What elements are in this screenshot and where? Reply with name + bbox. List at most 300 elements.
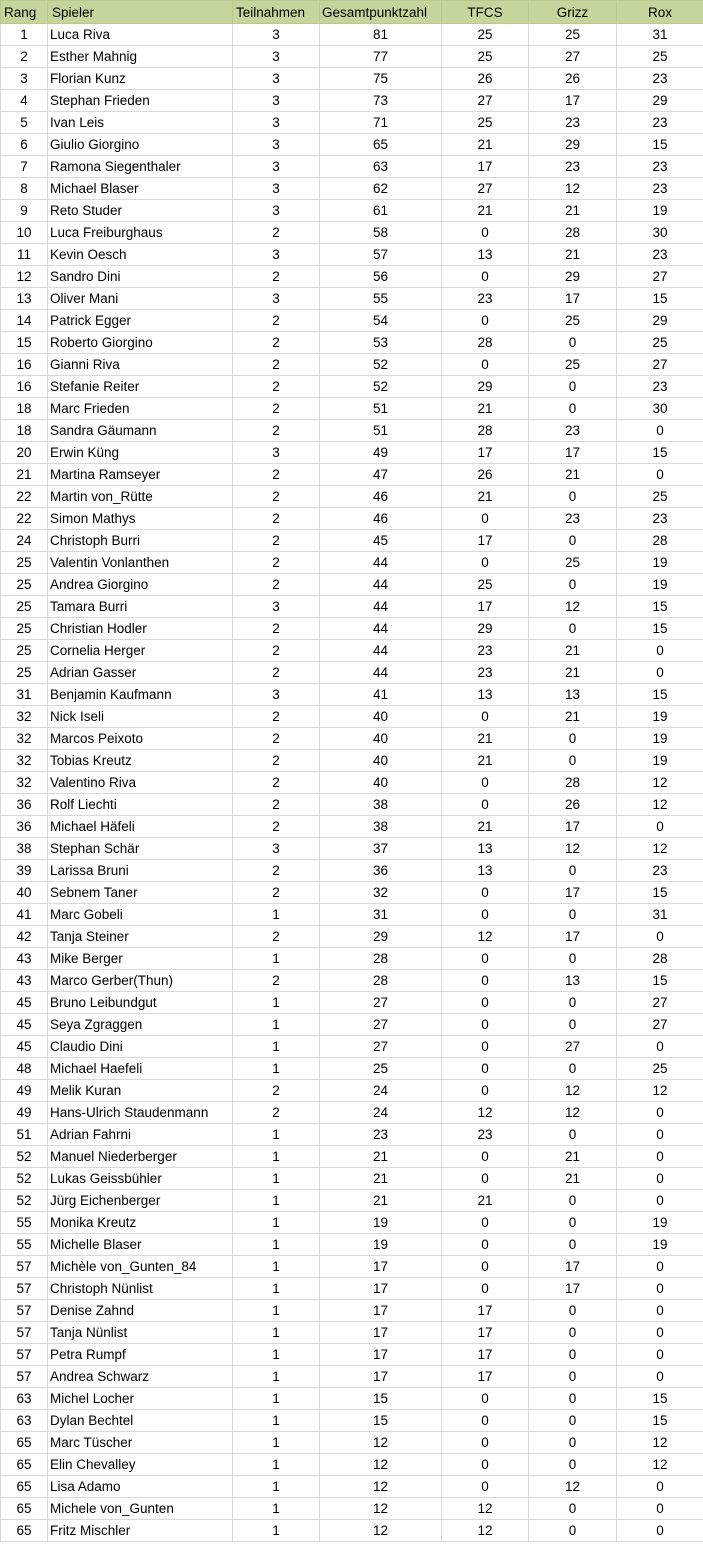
cell-teilnahmen: 2 xyxy=(233,618,320,640)
cell-tfcs: 26 xyxy=(442,464,529,486)
cell-gesamtpunktzahl: 51 xyxy=(320,420,442,442)
cell-rox: 30 xyxy=(617,398,703,420)
cell-gesamtpunktzahl: 65 xyxy=(320,134,442,156)
cell-rang: 11 xyxy=(1,244,48,266)
cell-grizz: 12 xyxy=(529,1102,617,1124)
cell-rox: 15 xyxy=(617,596,703,618)
table-row xyxy=(1,1410,703,1432)
cell-spieler: Valentino Riva xyxy=(48,772,233,794)
cell-tfcs: 26 xyxy=(442,68,529,90)
cell-grizz: 25 xyxy=(529,552,617,574)
cell-grizz: 17 xyxy=(529,288,617,310)
cell-rang: 16 xyxy=(1,354,48,376)
cell-spieler: Michael Blaser xyxy=(48,178,233,200)
table-row xyxy=(1,1388,703,1410)
cell-rox: 0 xyxy=(617,1322,703,1344)
cell-teilnahmen: 2 xyxy=(233,1102,320,1124)
cell-spieler: Giulio Giorgino xyxy=(48,134,233,156)
cell-rang: 25 xyxy=(1,618,48,640)
cell-grizz: 21 xyxy=(529,1146,617,1168)
cell-tfcs: 0 xyxy=(442,772,529,794)
cell-rang: 5 xyxy=(1,112,48,134)
cell-teilnahmen: 2 xyxy=(233,486,320,508)
cell-gesamtpunktzahl: 61 xyxy=(320,200,442,222)
cell-rox: 15 xyxy=(617,1388,703,1410)
cell-rox: 12 xyxy=(617,838,703,860)
cell-spieler: Andrea Schwarz xyxy=(48,1366,233,1388)
cell-gesamtpunktzahl: 44 xyxy=(320,596,442,618)
cell-spieler: Stephan Frieden xyxy=(48,90,233,112)
table-row xyxy=(1,68,703,90)
cell-grizz: 21 xyxy=(529,200,617,222)
cell-rox: 25 xyxy=(617,332,703,354)
cell-rox: 15 xyxy=(617,684,703,706)
table-row xyxy=(1,838,703,860)
cell-grizz: 0 xyxy=(529,486,617,508)
cell-gesamtpunktzahl: 57 xyxy=(320,244,442,266)
cell-tfcs: 0 xyxy=(442,948,529,970)
cell-spieler: Michelle Blaser xyxy=(48,1234,233,1256)
cell-rox: 0 xyxy=(617,1102,703,1124)
cell-rox: 27 xyxy=(617,266,703,288)
cell-teilnahmen: 3 xyxy=(233,288,320,310)
cell-tfcs: 0 xyxy=(442,794,529,816)
cell-teilnahmen: 1 xyxy=(233,1410,320,1432)
cell-spieler: Lisa Adamo xyxy=(48,1476,233,1498)
cell-gesamtpunktzahl: 44 xyxy=(320,574,442,596)
cell-spieler: Valentin Vonlanthen xyxy=(48,552,233,574)
cell-teilnahmen: 3 xyxy=(233,156,320,178)
table-row xyxy=(1,1102,703,1124)
cell-teilnahmen: 2 xyxy=(233,640,320,662)
cell-tfcs: 0 xyxy=(442,1036,529,1058)
cell-rox: 19 xyxy=(617,750,703,772)
cell-spieler: Tobias Kreutz xyxy=(48,750,233,772)
cell-spieler: Michèle von_Gunten_84 xyxy=(48,1256,233,1278)
cell-tfcs: 21 xyxy=(442,728,529,750)
cell-rang: 65 xyxy=(1,1432,48,1454)
cell-spieler: Stephan Schär xyxy=(48,838,233,860)
table-row xyxy=(1,486,703,508)
cell-tfcs: 0 xyxy=(442,1080,529,1102)
cell-rox: 19 xyxy=(617,1234,703,1256)
cell-teilnahmen: 1 xyxy=(233,1212,320,1234)
cell-spieler: Roberto Giorgino xyxy=(48,332,233,354)
cell-rox: 0 xyxy=(617,662,703,684)
cell-gesamtpunktzahl: 17 xyxy=(320,1278,442,1300)
cell-grizz: 0 xyxy=(529,1366,617,1388)
cell-rang: 36 xyxy=(1,816,48,838)
cell-tfcs: 0 xyxy=(442,904,529,926)
cell-tfcs: 13 xyxy=(442,684,529,706)
cell-rox: 12 xyxy=(617,1454,703,1476)
table-row xyxy=(1,794,703,816)
cell-gesamtpunktzahl: 24 xyxy=(320,1080,442,1102)
header-row xyxy=(1,1,703,24)
cell-rox: 0 xyxy=(617,1190,703,1212)
table-row xyxy=(1,1190,703,1212)
cell-gesamtpunktzahl: 17 xyxy=(320,1300,442,1322)
cell-gesamtpunktzahl: 21 xyxy=(320,1190,442,1212)
cell-rang: 14 xyxy=(1,310,48,332)
cell-teilnahmen: 1 xyxy=(233,1124,320,1146)
cell-rang: 45 xyxy=(1,992,48,1014)
cell-spieler: Reto Studer xyxy=(48,200,233,222)
cell-grizz: 0 xyxy=(529,618,617,640)
cell-gesamtpunktzahl: 31 xyxy=(320,904,442,926)
cell-tfcs: 12 xyxy=(442,1520,529,1542)
cell-grizz: 12 xyxy=(529,596,617,618)
table-row xyxy=(1,24,703,46)
cell-tfcs: 21 xyxy=(442,1190,529,1212)
cell-rang: 3 xyxy=(1,68,48,90)
cell-spieler: Bruno Leibundgut xyxy=(48,992,233,1014)
cell-teilnahmen: 2 xyxy=(233,860,320,882)
cell-tfcs: 25 xyxy=(442,574,529,596)
cell-grizz: 0 xyxy=(529,574,617,596)
cell-spieler: Luca Riva xyxy=(48,24,233,46)
cell-grizz: 0 xyxy=(529,1344,617,1366)
cell-tfcs: 0 xyxy=(442,992,529,1014)
cell-grizz: 25 xyxy=(529,354,617,376)
cell-spieler: Sandro Dini xyxy=(48,266,233,288)
cell-rang: 22 xyxy=(1,508,48,530)
cell-spieler: Sebnem Taner xyxy=(48,882,233,904)
cell-rang: 25 xyxy=(1,552,48,574)
cell-spieler: Marc Gobeli xyxy=(48,904,233,926)
table-row xyxy=(1,772,703,794)
cell-spieler: Marc Tüscher xyxy=(48,1432,233,1454)
cell-grizz: 0 xyxy=(529,530,617,552)
cell-rox: 0 xyxy=(617,640,703,662)
cell-teilnahmen: 2 xyxy=(233,332,320,354)
cell-gesamtpunktzahl: 52 xyxy=(320,376,442,398)
cell-spieler: Lukas Geissbühler xyxy=(48,1168,233,1190)
cell-rox: 12 xyxy=(617,772,703,794)
cell-spieler: Christoph Nünlist xyxy=(48,1278,233,1300)
cell-tfcs: 0 xyxy=(442,1410,529,1432)
cell-tfcs: 12 xyxy=(442,926,529,948)
cell-rox: 0 xyxy=(617,926,703,948)
cell-grizz: 26 xyxy=(529,68,617,90)
cell-rox: 15 xyxy=(617,442,703,464)
cell-grizz: 17 xyxy=(529,816,617,838)
cell-tfcs: 0 xyxy=(442,1454,529,1476)
cell-teilnahmen: 1 xyxy=(233,1520,320,1542)
cell-teilnahmen: 1 xyxy=(233,1476,320,1498)
cell-spieler: Gianni Riva xyxy=(48,354,233,376)
table-row xyxy=(1,1256,703,1278)
cell-teilnahmen: 2 xyxy=(233,750,320,772)
cell-tfcs: 17 xyxy=(442,442,529,464)
table-row xyxy=(1,1124,703,1146)
table-row xyxy=(1,684,703,706)
cell-rox: 23 xyxy=(617,244,703,266)
table-row xyxy=(1,882,703,904)
cell-gesamtpunktzahl: 49 xyxy=(320,442,442,464)
cell-spieler: Elin Chevalley xyxy=(48,1454,233,1476)
cell-spieler: Cornelia Herger xyxy=(48,640,233,662)
cell-rang: 42 xyxy=(1,926,48,948)
table-row xyxy=(1,508,703,530)
cell-rang: 57 xyxy=(1,1366,48,1388)
cell-teilnahmen: 1 xyxy=(233,904,320,926)
cell-teilnahmen: 1 xyxy=(233,1256,320,1278)
cell-gesamtpunktzahl: 62 xyxy=(320,178,442,200)
cell-rox: 0 xyxy=(617,1498,703,1520)
cell-spieler: Marc Frieden xyxy=(48,398,233,420)
cell-tfcs: 21 xyxy=(442,750,529,772)
header-spieler: Spieler xyxy=(48,1,233,24)
cell-rang: 16 xyxy=(1,376,48,398)
cell-rang: 52 xyxy=(1,1146,48,1168)
cell-gesamtpunktzahl: 28 xyxy=(320,970,442,992)
header-tfcs: TFCS xyxy=(442,1,529,24)
cell-gesamtpunktzahl: 28 xyxy=(320,948,442,970)
cell-rox: 28 xyxy=(617,948,703,970)
table-row xyxy=(1,1168,703,1190)
cell-gesamtpunktzahl: 52 xyxy=(320,354,442,376)
cell-grizz: 0 xyxy=(529,376,617,398)
cell-tfcs: 0 xyxy=(442,222,529,244)
cell-teilnahmen: 3 xyxy=(233,112,320,134)
cell-teilnahmen: 2 xyxy=(233,354,320,376)
cell-tfcs: 0 xyxy=(442,508,529,530)
cell-grizz: 29 xyxy=(529,134,617,156)
cell-rox: 31 xyxy=(617,904,703,926)
cell-tfcs: 0 xyxy=(442,552,529,574)
cell-rox: 19 xyxy=(617,706,703,728)
cell-rang: 41 xyxy=(1,904,48,926)
cell-spieler: Larissa Bruni xyxy=(48,860,233,882)
table-row xyxy=(1,574,703,596)
cell-teilnahmen: 2 xyxy=(233,310,320,332)
cell-teilnahmen: 1 xyxy=(233,1498,320,1520)
cell-rang: 21 xyxy=(1,464,48,486)
cell-gesamtpunktzahl: 40 xyxy=(320,772,442,794)
table-row xyxy=(1,1234,703,1256)
cell-gesamtpunktzahl: 21 xyxy=(320,1168,442,1190)
cell-grizz: 13 xyxy=(529,970,617,992)
cell-gesamtpunktzahl: 40 xyxy=(320,750,442,772)
cell-gesamtpunktzahl: 58 xyxy=(320,222,442,244)
cell-grizz: 21 xyxy=(529,464,617,486)
cell-rox: 23 xyxy=(617,68,703,90)
table-row xyxy=(1,376,703,398)
cell-rox: 23 xyxy=(617,112,703,134)
cell-teilnahmen: 3 xyxy=(233,178,320,200)
cell-tfcs: 17 xyxy=(442,530,529,552)
cell-rox: 0 xyxy=(617,1300,703,1322)
cell-gesamtpunktzahl: 36 xyxy=(320,860,442,882)
cell-tfcs: 25 xyxy=(442,24,529,46)
cell-grizz: 21 xyxy=(529,706,617,728)
cell-spieler: Christoph Burri xyxy=(48,530,233,552)
cell-grizz: 0 xyxy=(529,398,617,420)
cell-grizz: 0 xyxy=(529,992,617,1014)
cell-gesamtpunktzahl: 19 xyxy=(320,1212,442,1234)
table-row xyxy=(1,46,703,68)
cell-tfcs: 0 xyxy=(442,1146,529,1168)
cell-gesamtpunktzahl: 12 xyxy=(320,1498,442,1520)
cell-rang: 4 xyxy=(1,90,48,112)
cell-tfcs: 21 xyxy=(442,486,529,508)
cell-grizz: 17 xyxy=(529,1256,617,1278)
cell-tfcs: 0 xyxy=(442,882,529,904)
cell-teilnahmen: 1 xyxy=(233,1014,320,1036)
table-row xyxy=(1,266,703,288)
cell-teilnahmen: 2 xyxy=(233,530,320,552)
cell-teilnahmen: 1 xyxy=(233,1454,320,1476)
cell-rox: 15 xyxy=(617,134,703,156)
cell-rang: 2 xyxy=(1,46,48,68)
table-row xyxy=(1,816,703,838)
cell-gesamtpunktzahl: 27 xyxy=(320,1014,442,1036)
cell-grizz: 12 xyxy=(529,1080,617,1102)
cell-tfcs: 28 xyxy=(442,420,529,442)
cell-grizz: 12 xyxy=(529,838,617,860)
table-row xyxy=(1,156,703,178)
cell-tfcs: 23 xyxy=(442,288,529,310)
cell-grizz: 23 xyxy=(529,420,617,442)
cell-rox: 23 xyxy=(617,376,703,398)
cell-gesamtpunktzahl: 53 xyxy=(320,332,442,354)
cell-grizz: 0 xyxy=(529,1388,617,1410)
cell-grizz: 0 xyxy=(529,1124,617,1146)
cell-grizz: 12 xyxy=(529,178,617,200)
cell-grizz: 25 xyxy=(529,310,617,332)
cell-spieler: Luca Freiburghaus xyxy=(48,222,233,244)
cell-spieler: Michael Häfeli xyxy=(48,816,233,838)
cell-teilnahmen: 2 xyxy=(233,816,320,838)
cell-teilnahmen: 2 xyxy=(233,222,320,244)
cell-rox: 0 xyxy=(617,420,703,442)
cell-spieler: Petra Rumpf xyxy=(48,1344,233,1366)
cell-grizz: 0 xyxy=(529,1322,617,1344)
cell-rox: 15 xyxy=(617,970,703,992)
cell-rox: 27 xyxy=(617,1014,703,1036)
table-row xyxy=(1,970,703,992)
cell-gesamtpunktzahl: 12 xyxy=(320,1520,442,1542)
cell-gesamtpunktzahl: 17 xyxy=(320,1344,442,1366)
cell-rang: 52 xyxy=(1,1168,48,1190)
cell-tfcs: 21 xyxy=(442,816,529,838)
cell-teilnahmen: 1 xyxy=(233,1168,320,1190)
cell-gesamtpunktzahl: 47 xyxy=(320,464,442,486)
cell-rang: 55 xyxy=(1,1212,48,1234)
cell-rox: 28 xyxy=(617,530,703,552)
cell-grizz: 0 xyxy=(529,1432,617,1454)
cell-rox: 0 xyxy=(617,1476,703,1498)
cell-grizz: 21 xyxy=(529,244,617,266)
cell-grizz: 21 xyxy=(529,662,617,684)
cell-grizz: 17 xyxy=(529,1278,617,1300)
header-gesamtpunktzahl: Gesamtpunktzahl xyxy=(320,1,442,24)
cell-tfcs: 13 xyxy=(442,244,529,266)
cell-tfcs: 27 xyxy=(442,90,529,112)
cell-teilnahmen: 1 xyxy=(233,1388,320,1410)
cell-rox: 0 xyxy=(617,816,703,838)
table-row xyxy=(1,288,703,310)
table-row xyxy=(1,398,703,420)
cell-rang: 10 xyxy=(1,222,48,244)
header-grizz: Grizz xyxy=(529,1,617,24)
cell-rox: 23 xyxy=(617,860,703,882)
table-row xyxy=(1,134,703,156)
cell-teilnahmen: 1 xyxy=(233,1344,320,1366)
cell-rox: 29 xyxy=(617,90,703,112)
cell-rang: 25 xyxy=(1,640,48,662)
cell-teilnahmen: 1 xyxy=(233,1278,320,1300)
cell-rox: 23 xyxy=(617,178,703,200)
cell-gesamtpunktzahl: 46 xyxy=(320,486,442,508)
table-row xyxy=(1,1322,703,1344)
cell-spieler: Stefanie Reiter xyxy=(48,376,233,398)
cell-spieler: Michele von_Gunten xyxy=(48,1498,233,1520)
cell-teilnahmen: 2 xyxy=(233,794,320,816)
cell-gesamtpunktzahl: 63 xyxy=(320,156,442,178)
table-row xyxy=(1,178,703,200)
cell-tfcs: 17 xyxy=(442,1344,529,1366)
cell-rox: 12 xyxy=(617,794,703,816)
cell-rox: 27 xyxy=(617,354,703,376)
cell-rang: 12 xyxy=(1,266,48,288)
cell-rang: 32 xyxy=(1,706,48,728)
cell-spieler: Kevin Oesch xyxy=(48,244,233,266)
cell-gesamtpunktzahl: 17 xyxy=(320,1256,442,1278)
cell-spieler: Martin von_Rütte xyxy=(48,486,233,508)
cell-grizz: 12 xyxy=(529,1476,617,1498)
cell-gesamtpunktzahl: 73 xyxy=(320,90,442,112)
cell-gesamtpunktzahl: 51 xyxy=(320,398,442,420)
cell-tfcs: 29 xyxy=(442,376,529,398)
cell-grizz: 0 xyxy=(529,1058,617,1080)
cell-teilnahmen: 3 xyxy=(233,596,320,618)
cell-teilnahmen: 1 xyxy=(233,1300,320,1322)
cell-rang: 25 xyxy=(1,662,48,684)
cell-teilnahmen: 2 xyxy=(233,970,320,992)
cell-rang: 7 xyxy=(1,156,48,178)
table-row xyxy=(1,420,703,442)
cell-spieler: Jürg Eichenberger xyxy=(48,1190,233,1212)
cell-gesamtpunktzahl: 81 xyxy=(320,24,442,46)
cell-spieler: Martina Ramseyer xyxy=(48,464,233,486)
cell-teilnahmen: 2 xyxy=(233,574,320,596)
cell-gesamtpunktzahl: 45 xyxy=(320,530,442,552)
cell-grizz: 28 xyxy=(529,222,617,244)
cell-tfcs: 17 xyxy=(442,1366,529,1388)
cell-rox: 19 xyxy=(617,574,703,596)
cell-rox: 0 xyxy=(617,1146,703,1168)
cell-tfcs: 23 xyxy=(442,640,529,662)
cell-tfcs: 0 xyxy=(442,1278,529,1300)
cell-rox: 0 xyxy=(617,1366,703,1388)
cell-grizz: 0 xyxy=(529,1212,617,1234)
cell-rang: 1 xyxy=(1,24,48,46)
table-row xyxy=(1,1014,703,1036)
cell-rang: 52 xyxy=(1,1190,48,1212)
cell-gesamtpunktzahl: 12 xyxy=(320,1432,442,1454)
cell-tfcs: 0 xyxy=(442,1234,529,1256)
table-row xyxy=(1,1366,703,1388)
table-row xyxy=(1,1432,703,1454)
cell-rang: 6 xyxy=(1,134,48,156)
cell-spieler: Erwin Küng xyxy=(48,442,233,464)
cell-teilnahmen: 3 xyxy=(233,68,320,90)
cell-rox: 12 xyxy=(617,1080,703,1102)
cell-grizz: 0 xyxy=(529,904,617,926)
cell-rox: 0 xyxy=(617,1520,703,1542)
